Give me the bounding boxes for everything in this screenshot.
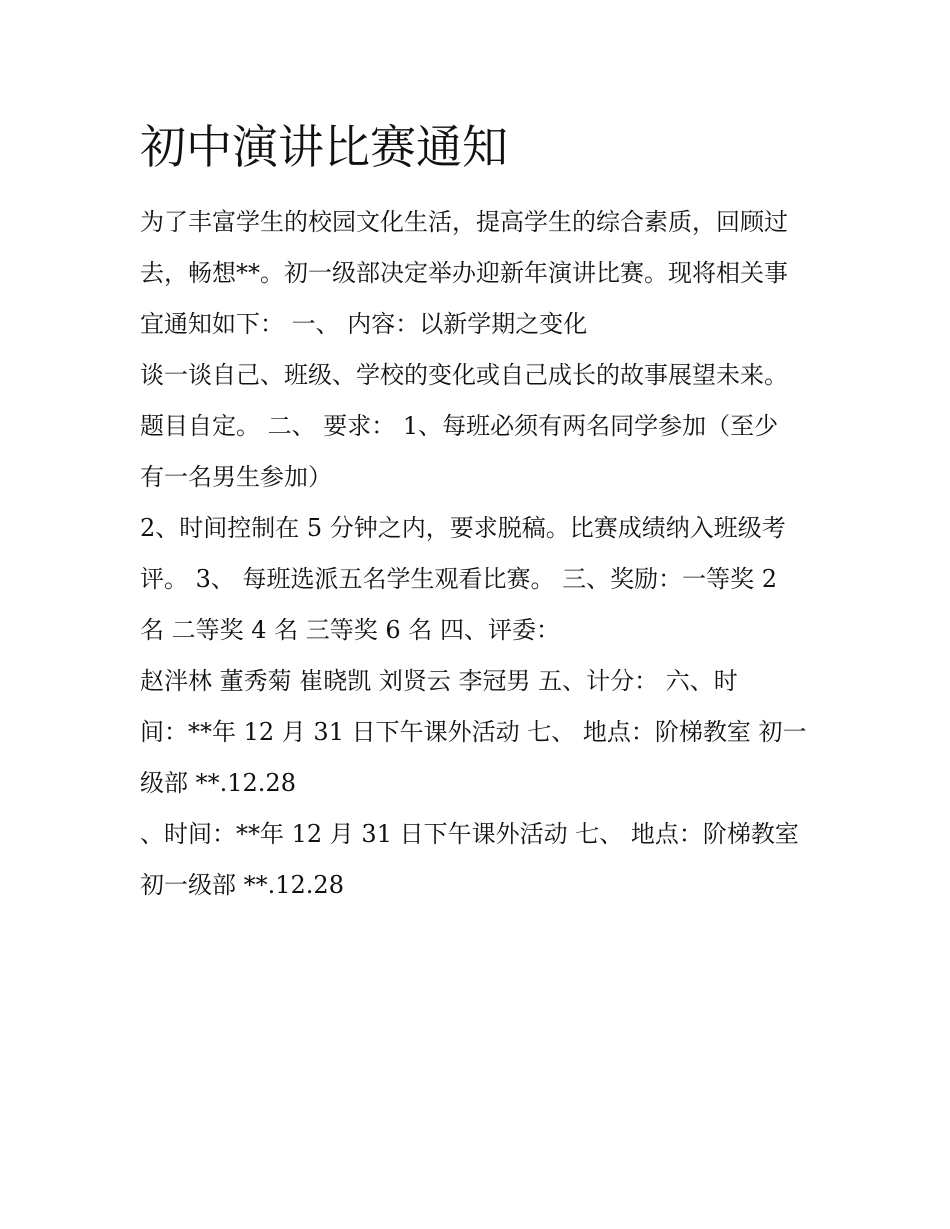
body-line: 名 二等奖 4 名 三等奖 6 名 四、评委： bbox=[140, 616, 560, 644]
document-body bbox=[140, 197, 840, 911]
body-line: 有一名男生参加） bbox=[140, 463, 332, 491]
body-line: 赵泮林 董秀菊 崔晓凯 刘贤云 李冠男 五、计分： 六、时 bbox=[140, 667, 738, 695]
body-line: 谈一谈自己、班级、学校的变化或自己成长的故事展望未来。 bbox=[140, 361, 788, 389]
body-line: 、时间：**年 12 月 31 日下午课外活动 七、 地点：阶梯教室 bbox=[140, 820, 799, 848]
body-line: 2、时间控制在 5 分钟之内，要求脱稿。比赛成绩纳入班级考 bbox=[140, 514, 786, 542]
body-line: 题目自定。 二、 要求： 1、每班必须有两名同学参加（至少 bbox=[140, 412, 779, 440]
body-line: 宜通知如下： 一、 内容：以新学期之变化 bbox=[140, 310, 588, 338]
body-line: 级部 **.12.28 bbox=[140, 769, 296, 797]
body-line: 间：**年 12 月 31 日下午课外活动 七、 地点：阶梯教室 初一 bbox=[140, 718, 807, 746]
body-line: 为了丰富学生的校园文化生活，提高学生的综合素质，回顾过 bbox=[140, 208, 788, 236]
document-title: 初中演讲比赛通知 bbox=[140, 120, 508, 174]
body-line: 去，畅想**。初一级部决定举办迎新年演讲比赛。现将相关事 bbox=[140, 259, 788, 287]
body-line: 初一级部 **.12.28 bbox=[140, 871, 344, 899]
body-line: 评。 3、 每班选派五名学生观看比赛。 三、奖励：一等奖 2 bbox=[140, 565, 778, 593]
